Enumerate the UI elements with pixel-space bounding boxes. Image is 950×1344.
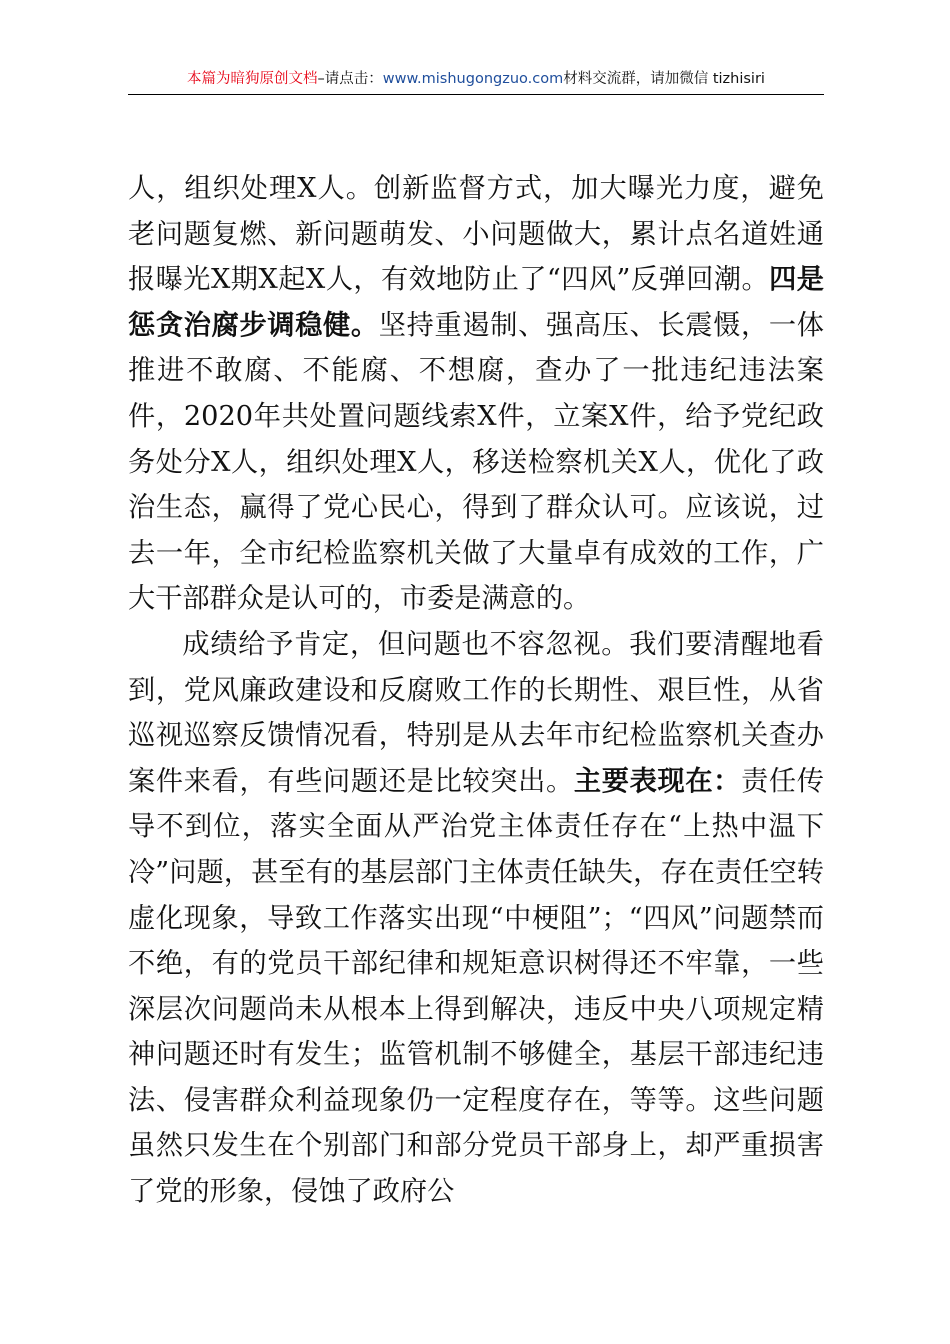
- paragraph-2-text-b: 责任传导不到位，落实全面从严治党主体责任存在“上热中温下冷”问题，甚至有的基层部门主体责任缺失，存在责任空转虚化现象，导致工作落实出现“中梗阻”；“四风”问题禁而不绝，有的党员干部纪律和规矩意识树得还不牢靠，一些深层次问题尚未从根本上得到解决，违反中央八项规定精神问题还时有发生；监管机制不够健全，基层干部违纪违法、侵害群众利益现象仍一定程度存在，等等。这些问题虽然只发生在个别部门和部分党员干部身上，却严重损害了党的形象，侵蚀了政府公: [128, 765, 824, 1208]
- paragraph-1-text-b: 坚持重遏制、强高压、长震慑，一体推进不敢腐、不能腐、不想腐，查办了一批违纪违法案件，2020年共处置问题线索X件，立案X件，给予党纪政务处分X人，组织处理X人，移送检察机关X人，优化了政治生态，赢得了党心民心，得到了群众认可。应该说，过去一年，全市纪检监察机关做了大量卓有成效的工作，广大干部群众是认可的，市委是满意的。: [128, 309, 824, 615]
- document-body: [128, 166, 824, 1215]
- paragraph-1-bold-heading: 四是惩贪治腐步调稳健。: [128, 264, 824, 341]
- header-url-link[interactable]: www.mishugongzuo.com: [382, 71, 564, 87]
- page-header: [128, 68, 824, 95]
- paragraph-2: [128, 622, 824, 1215]
- header-brand: 本篇为暗狗原创文档: [187, 71, 318, 87]
- paragraph-2-text-a: 成绩给予肯定，但问题也不容忽视。我们要清醒地看到，党风廉政建设和反腐败工作的长期性、艰巨性，从省巡视巡察反馈情况看，特别是从去年市纪检监察机关查办案件来看，有些问题还是比较突出。: [128, 628, 824, 797]
- header-prompt: –请点击：: [317, 71, 383, 87]
- paragraph-1-text-a: 人，组织处理X人。创新监督方式，加大曝光力度，避免老问题复燃、新问题萌发、小问题做大，累计点名道姓通报曝光X期X起X人，有效地防止了“四风”反弹回潮。: [128, 173, 824, 296]
- paragraph-1: [128, 166, 824, 622]
- header-tail: 材料交流群，请加微信 tizhisiri: [563, 71, 765, 87]
- paragraph-2-bold-heading: 主要表现在：: [573, 765, 742, 797]
